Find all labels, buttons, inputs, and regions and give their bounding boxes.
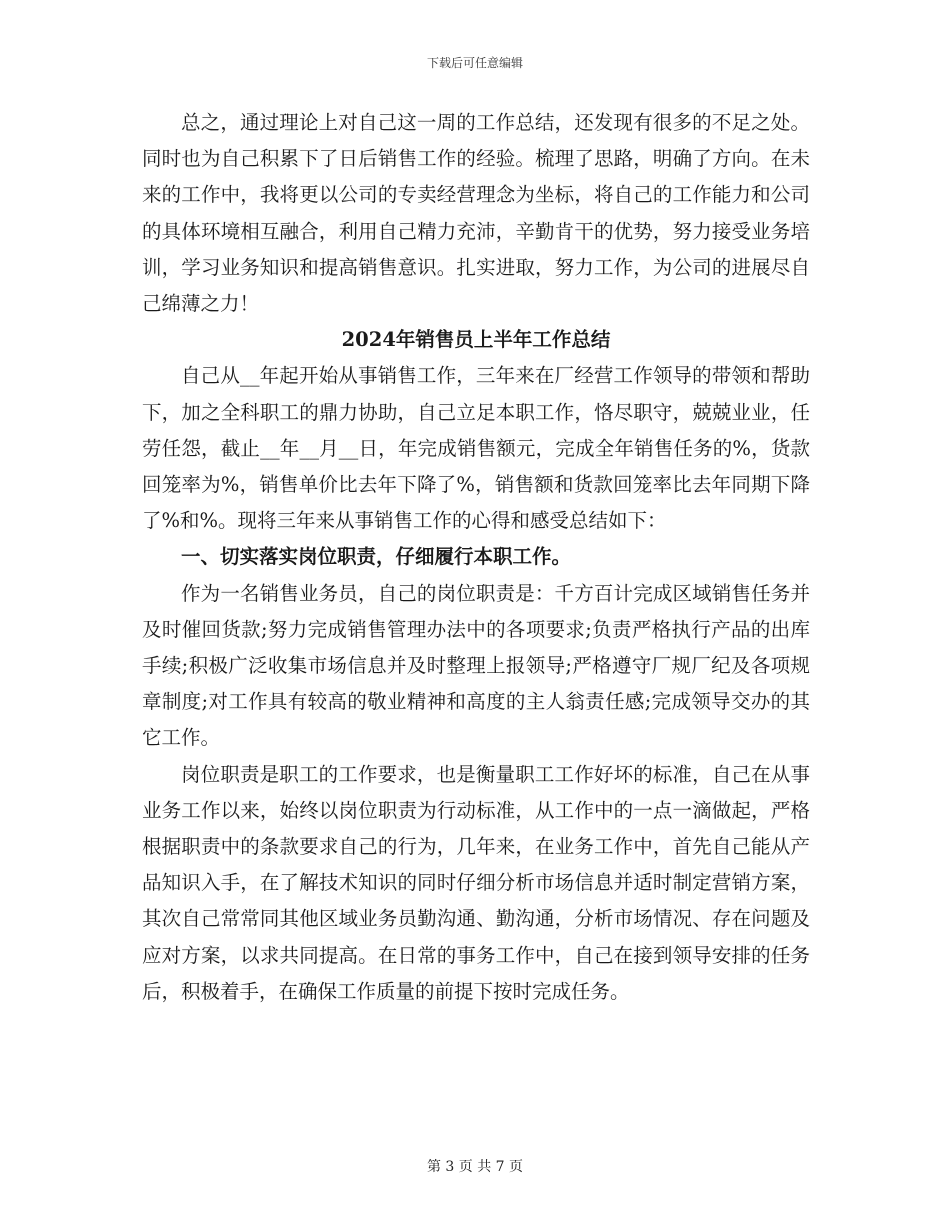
page-footer: 第 3 页 共 7 页 [426, 1159, 524, 1175]
section-heading: 一、切实落实岗位职责，仔细履行本职工作。 [181, 545, 572, 569]
page-header: 下载后可任意编辑 [426, 56, 523, 70]
section-title: 2024年销售员上半年工作总结 [341, 328, 611, 352]
body-paragraph: 自己从__年起开始从事销售工作，三年来在厂经营工作领导的带领和帮助下，加之全科职工的鼎力协助，自己立足本职工作，恪尽职守，兢兢业业，任劳任怨，截止__年__月__日，年完成销售额元，完成全年销售任务的%，货款回笼率为%，销售单价比去年下降了%，销售额和货款回笼率比去年同期下降了%和%。现将三年来从事销售工作的心得和感受总结如下： [142, 364, 810, 533]
body-paragraph: 总之，通过理论上对自己这一周的工作总结，还发现有很多的不足之处。同时也为自己积累下了日后销售工作的经验。梳理了思路，明确了方向。在未来的工作中，我将更以公司的专卖经营理念为坐标，将自己的工作能力和公司的具体环境相互融合，利用自己精力充沛，辛勤肯干的优势，努力接受业务培训，学习业务知识和提高销售意识。扎实进取，努力工作，为公司的进展尽自己绵薄之力！ [142, 111, 810, 316]
document-body [142, 105, 810, 1010]
body-paragraph: 岗位职责是职工的工作要求，也是衡量职工工作好坏的标准，自己在从事业务工作以来，始终以岗位职责为行动标准，从工作中的一点一滴做起，严格根据职责中的条款要求自己的行为，几年来，在业务工作中，首先自己能从产品知识入手，在了解技术知识的同时仔细分析市场信息并适时制定营销方案，其次自己常常同其他区域业务员勤沟通、勤沟通，分析市场情况、存在问题及应对方案，以求共同提高。在日常的事务工作中，自己在接到领导安排的任务后，积极着手，在确保工作质量的前提下按时完成任务。 [142, 762, 810, 1003]
body-paragraph: 作为一名销售业务员，自己的岗位职责是：千方百计完成区域销售任务并及时催回货款;努力完成销售管理办法中的各项要求;负责严格执行产品的出库手续;积极广泛收集市场信息并及时整理上报领导;严格遵守厂规厂纪及各项规章制度;对工作具有较高的敬业精神和高度的主人翁责任感;完成领导交办的其它工作。 [142, 581, 810, 750]
